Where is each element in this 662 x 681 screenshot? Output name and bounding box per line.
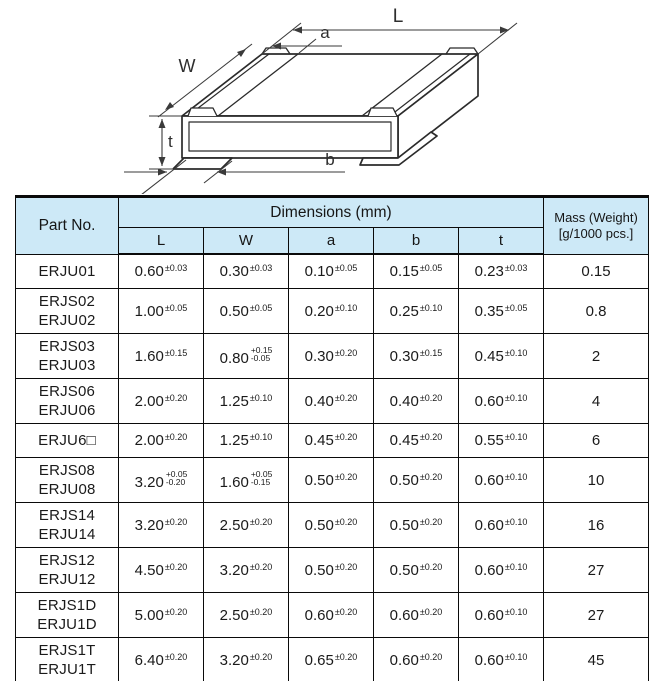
mass-value-cell: 0.15: [544, 254, 649, 289]
table-row: [16, 424, 649, 458]
tolerance: ±0.15: [419, 347, 443, 358]
header-dim-a: a: [289, 228, 374, 255]
dimension-value: 0.30: [304, 347, 334, 365]
part-number-cell: [16, 503, 119, 548]
dimension-value-cell: [459, 379, 544, 424]
tolerance: ±0.20: [419, 561, 443, 572]
tolerance: ±0.20: [334, 392, 358, 403]
part-number: ERJU6□: [38, 432, 96, 449]
tolerance: ±0.20: [334, 471, 358, 482]
header-mass-line1: Mass (Weight): [554, 209, 638, 225]
part-number-cell: [16, 638, 119, 681]
dimension-value: 0.60: [474, 561, 504, 579]
dimension-value: 1.00: [134, 302, 164, 320]
dimension-value-cell: [459, 254, 544, 289]
mass-value-cell: 27: [544, 548, 649, 593]
tolerance: ±0.10: [419, 302, 443, 313]
dimension-value: 0.50: [219, 302, 249, 320]
part-number: ERJS12: [38, 552, 96, 569]
dimension-value: 5.00: [134, 606, 164, 624]
dimension-value: 0.30: [389, 347, 419, 365]
table-row: [16, 334, 649, 379]
tolerance-stacked: +0.05 -0.15: [250, 468, 273, 487]
dimension-value-cell: [204, 289, 289, 334]
dimension-value-cell: [289, 424, 374, 458]
header-dim-W: W: [204, 228, 289, 255]
dimension-value-cell: [289, 379, 374, 424]
tolerance: ±0.20: [164, 432, 188, 442]
arrowhead: [293, 27, 302, 34]
part-number: ERJS1D: [37, 597, 97, 614]
dimension-value-cell: [204, 458, 289, 503]
mass-value-cell: 27: [544, 593, 649, 638]
dimension-value-cell: [119, 379, 204, 424]
part-number: ERJU06: [38, 402, 96, 419]
dimension-value: 0.45: [304, 432, 334, 449]
header-dimensions-group: Dimensions (mm): [119, 197, 544, 228]
tolerance: ±0.20: [249, 651, 273, 662]
dimension-value-cell: [459, 289, 544, 334]
dimension-value: 0.50: [304, 471, 334, 489]
dimension-value: 0.50: [389, 516, 419, 534]
dimension-value: 1.25: [219, 392, 249, 410]
label-W: W: [178, 56, 196, 76]
dimension-value: 0.25: [389, 302, 419, 320]
dimension-value: 3.20: [134, 473, 164, 491]
tolerance: ±0.20: [249, 606, 273, 617]
dimension-t: [149, 116, 181, 169]
tolerance: ±0.20: [334, 561, 358, 572]
header-dim-L: L: [119, 228, 204, 255]
arrowhead: [237, 49, 246, 57]
tolerance: ±0.20: [419, 516, 443, 527]
dimension-value-cell: [289, 334, 374, 379]
dimension-value: 3.20: [219, 651, 249, 669]
dimension-value: 0.80: [219, 349, 249, 367]
dimension-value-cell: [204, 334, 289, 379]
tolerance-stacked: +0.05 -0.20: [165, 468, 188, 487]
dimension-value-cell: [374, 254, 459, 289]
tolerance: ±0.10: [504, 651, 528, 662]
part-number: ERJU03: [38, 357, 96, 374]
tolerance: ±0.20: [164, 561, 188, 572]
dimension-value-cell: [289, 458, 374, 503]
dimension-value-cell: [374, 379, 459, 424]
tolerance: ±0.10: [249, 432, 273, 442]
part-number: ERJS14: [38, 507, 96, 524]
table-row: [16, 593, 649, 638]
dimension-value-cell: [119, 254, 204, 289]
dimension-value-cell: [289, 638, 374, 681]
tolerance: ±0.05: [504, 302, 528, 313]
dimension-value: 0.45: [474, 347, 504, 365]
tolerance: ±0.15: [164, 347, 188, 358]
dimension-b: [124, 160, 345, 194]
dimension-value-cell: [119, 289, 204, 334]
dimension-value-cell: [459, 503, 544, 548]
header-mass: [544, 197, 649, 255]
label-a: a: [320, 23, 330, 42]
tolerance: ±0.20: [164, 392, 188, 403]
tolerance: ±0.20: [164, 606, 188, 617]
dimension-value: 1.25: [219, 432, 249, 449]
dimensions-table: [15, 195, 649, 681]
dimension-value: 0.45: [389, 432, 419, 449]
dimension-value: 4.50: [134, 561, 164, 579]
part-number-cell: [16, 424, 119, 458]
part-number-cell: [16, 289, 119, 334]
header-part-no: Part No.: [16, 197, 119, 255]
tolerance: ±0.20: [164, 651, 188, 662]
tolerance: ±0.10: [249, 392, 273, 403]
dimension-value: 0.60: [304, 606, 334, 624]
right-terminal-lip: [368, 108, 397, 116]
tolerance: ±0.03: [504, 263, 528, 273]
dimension-value: 6.40: [134, 651, 164, 669]
arrowhead: [159, 119, 166, 128]
tolerance: ±0.10: [504, 432, 528, 442]
tolerance: ±0.05: [249, 302, 273, 313]
part-number-cell: [16, 379, 119, 424]
dimension-value-cell: [459, 458, 544, 503]
tolerance: ±0.20: [419, 651, 443, 662]
tolerance: ±0.20: [334, 432, 358, 442]
header-dim-b: b: [374, 228, 459, 255]
dimension-a: [272, 39, 342, 53]
tolerance: ±0.10: [504, 471, 528, 482]
dimension-value: 2.00: [134, 392, 164, 410]
dimension-value-cell: [459, 548, 544, 593]
dimension-value-cell: [204, 503, 289, 548]
tolerance: ±0.20: [164, 516, 188, 527]
dimension-value-cell: [119, 424, 204, 458]
part-number: ERJU14: [38, 526, 96, 543]
dimension-value: 0.40: [389, 392, 419, 410]
label-L: L: [392, 6, 404, 27]
label-b: b: [325, 150, 335, 169]
tolerance: ±0.10: [504, 516, 528, 527]
mass-value-cell: 16: [544, 503, 649, 548]
dimension-value-cell: [119, 638, 204, 681]
part-number-cell: [16, 593, 119, 638]
dimension-value: 1.60: [219, 473, 249, 491]
mass-value-cell: 0.8: [544, 289, 649, 334]
dimension-value-cell: [374, 424, 459, 458]
dimension-value-cell: [374, 503, 459, 548]
mass-value-cell: 10: [544, 458, 649, 503]
table-body: [16, 254, 649, 681]
dimension-value: 2.50: [219, 516, 249, 534]
dimension-value-cell: [204, 593, 289, 638]
table-row: [16, 379, 649, 424]
part-number: ERJU02: [38, 312, 96, 329]
part-number: ERJU1T: [38, 661, 96, 678]
part-number: ERJS06: [38, 383, 96, 400]
tolerance: ±0.20: [334, 606, 358, 617]
tolerance: ±0.20: [249, 561, 273, 572]
tolerance: ±0.20: [249, 516, 273, 527]
dimension-value: 0.60: [474, 471, 504, 489]
right-terminal-back-step: [446, 48, 478, 54]
dimension-value-cell: [374, 334, 459, 379]
dimension-value-cell: [204, 379, 289, 424]
tolerance: ±0.20: [419, 606, 443, 617]
part-number: ERJU12: [38, 571, 96, 588]
dimension-value-cell: [374, 593, 459, 638]
mass-value-cell: 4: [544, 379, 649, 424]
tolerance: ±0.05: [419, 263, 443, 273]
dimension-value: 0.15: [389, 263, 419, 280]
tolerance: ±0.20: [334, 651, 358, 662]
dimension-value-cell: [289, 503, 374, 548]
tolerance: ±0.20: [334, 516, 358, 527]
dimension-value: 0.10: [304, 263, 334, 280]
left-terminal-lip: [188, 108, 217, 116]
chip-dimension-diagram: [0, 2, 662, 194]
dimension-value: 1.60: [134, 347, 164, 365]
dimension-value: 0.60: [134, 263, 164, 280]
table-row: [16, 458, 649, 503]
mass-value-cell: 6: [544, 424, 649, 458]
dimension-value: 0.60: [474, 392, 504, 410]
table-header: [16, 197, 649, 255]
dimension-value: 0.23: [474, 263, 504, 280]
part-number: ERJS03: [38, 338, 96, 355]
dimension-value-cell: [119, 548, 204, 593]
part-number-cell: [16, 548, 119, 593]
header-mass-line2: [g/1000 pcs.]: [558, 225, 634, 241]
dimension-value: 0.60: [389, 651, 419, 669]
dimension-value: 0.55: [474, 432, 504, 449]
arrowhead: [159, 157, 166, 166]
table-row: [16, 638, 649, 681]
dimension-value-cell: [204, 424, 289, 458]
dimension-value-cell: [459, 593, 544, 638]
part-number: ERJU08: [38, 481, 96, 498]
tolerance: ±0.03: [249, 263, 273, 273]
mass-value-cell: 2: [544, 334, 649, 379]
dimension-value-cell: [119, 593, 204, 638]
table-row: [16, 503, 649, 548]
dimension-value-cell: [459, 638, 544, 681]
part-number: ERJU1D: [37, 616, 97, 633]
tolerance: ±0.10: [504, 606, 528, 617]
dimension-value: 0.50: [389, 471, 419, 489]
part-number: ERJS02: [38, 293, 96, 310]
dimension-value: 0.60: [389, 606, 419, 624]
dimension-value: 0.50: [304, 516, 334, 534]
part-number-cell: [16, 334, 119, 379]
tolerance: ±0.20: [419, 392, 443, 403]
tolerance: ±0.10: [334, 302, 358, 313]
mass-value-cell: 45: [544, 638, 649, 681]
dimension-value: 0.50: [304, 561, 334, 579]
tolerance: ±0.05: [334, 263, 358, 273]
dimension-value-cell: [459, 334, 544, 379]
dimension-value-cell: [374, 638, 459, 681]
tolerance: ±0.20: [334, 347, 358, 358]
dimension-L: [262, 23, 517, 54]
arrowhead: [165, 102, 174, 110]
dimension-value: 0.40: [304, 392, 334, 410]
dimension-value-cell: [204, 254, 289, 289]
tolerance: ±0.03: [164, 263, 188, 273]
dimension-value: 0.30: [219, 263, 249, 280]
dimension-value-cell: [459, 424, 544, 458]
dimension-value: 0.60: [474, 651, 504, 669]
part-number: ERJS08: [38, 462, 96, 479]
dimension-value: 3.20: [134, 516, 164, 534]
dimension-value: 0.60: [474, 516, 504, 534]
dimension-value: 0.65: [304, 651, 334, 669]
part-number: ERJS1T: [38, 642, 96, 659]
part-number-cell: [16, 254, 119, 289]
tolerance: ±0.10: [504, 561, 528, 572]
dimension-value: 3.20: [219, 561, 249, 579]
dimension-value: 0.35: [474, 302, 504, 320]
dimension-value: 0.60: [474, 606, 504, 624]
dimension-value-cell: [289, 254, 374, 289]
dimension-value: 2.00: [134, 432, 164, 449]
dimension-value-cell: [289, 593, 374, 638]
part-number: ERJU01: [38, 262, 96, 280]
dimension-value-cell: [119, 503, 204, 548]
dimension-value-cell: [204, 548, 289, 593]
table-row: [16, 254, 649, 289]
label-t: t: [168, 132, 173, 151]
dimension-value-cell: [374, 289, 459, 334]
dimension-value-cell: [204, 638, 289, 681]
dimension-value-cell: [289, 548, 374, 593]
tolerance: ±0.05: [164, 302, 188, 313]
tolerance-stacked: +0.15 -0.05: [250, 344, 273, 363]
dimension-value: 2.50: [219, 606, 249, 624]
tolerance: ±0.10: [504, 392, 528, 403]
table-row: [16, 289, 649, 334]
part-number-cell: [16, 458, 119, 503]
tolerance: ±0.20: [419, 471, 443, 482]
dimension-value: 0.50: [389, 561, 419, 579]
dimension-value: 0.20: [304, 302, 334, 320]
header-dim-t: t: [459, 228, 544, 255]
dimension-value-cell: [374, 548, 459, 593]
tolerance: ±0.10: [504, 347, 528, 358]
dimension-value-cell: [119, 458, 204, 503]
dimension-value-cell: [374, 458, 459, 503]
tolerance: ±0.20: [419, 432, 443, 442]
table-row: [16, 548, 649, 593]
dimension-value-cell: [289, 289, 374, 334]
dimension-value-cell: [119, 334, 204, 379]
